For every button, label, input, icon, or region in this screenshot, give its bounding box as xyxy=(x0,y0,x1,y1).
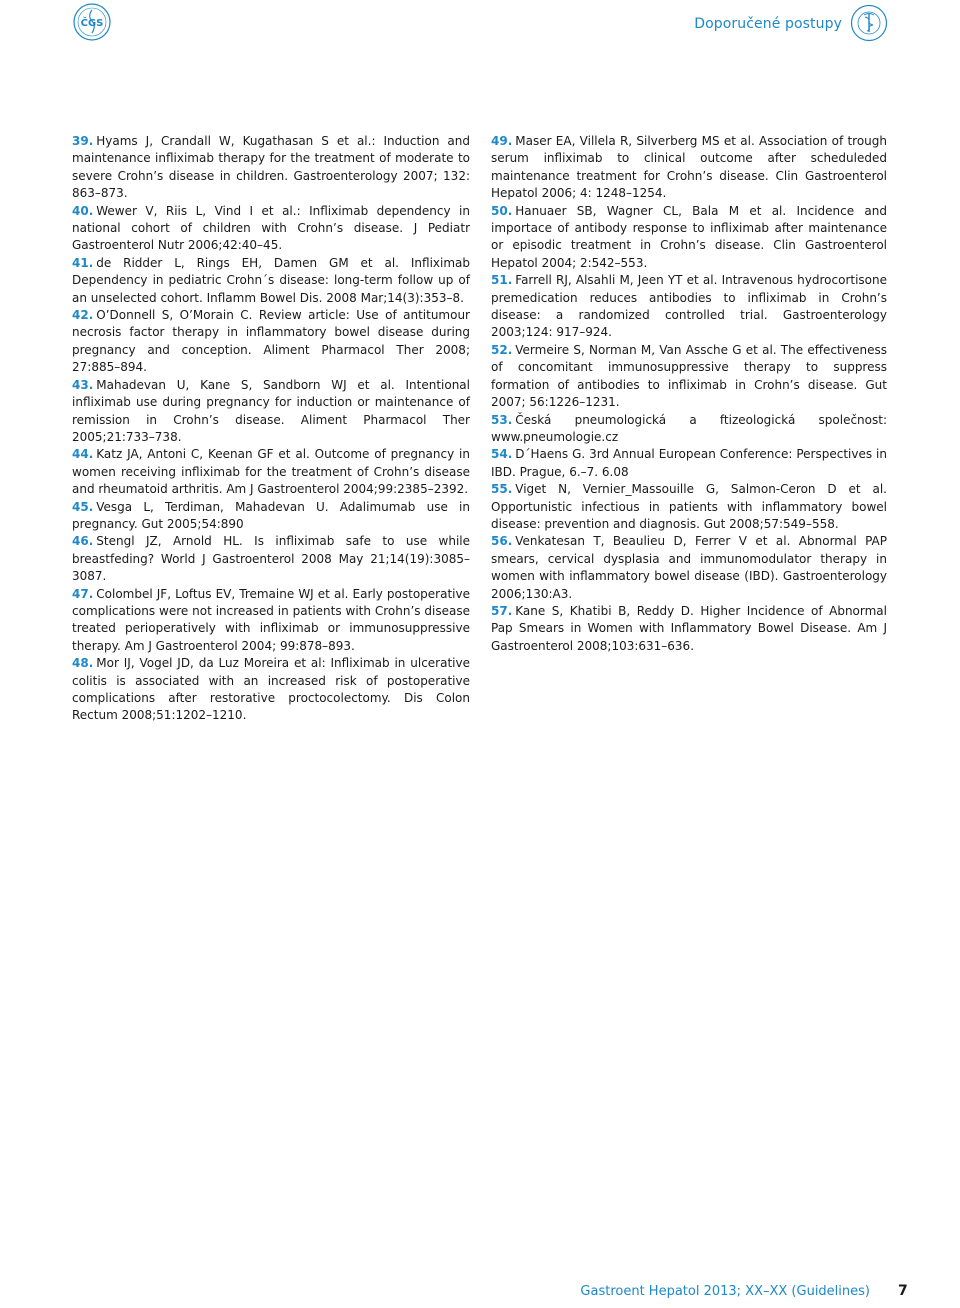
reference-text: Katz JA, Antoni C, Keenan GF et al. Outcome of pregnancy in women receiving infliximab for the treatment of Crohn’s disease and rheumatoid arthritis. Am J Gastroenterol 2004;99:2385–2392. xyxy=(72,447,470,497)
reference-item xyxy=(491,342,887,412)
reference-item xyxy=(72,203,470,255)
reference-text: Stengl JZ, Arnold HL. Is infliximab safe to use while breastfeding? World J Gastroenterol 2008 May 21;14(19):3085–3087. xyxy=(72,534,470,584)
purkyne-society-logo xyxy=(850,4,888,42)
reference-number: 42. xyxy=(72,308,94,323)
page-header xyxy=(0,0,960,48)
reference-item xyxy=(72,377,470,447)
reference-number: 51. xyxy=(491,273,513,288)
reference-number: 56. xyxy=(491,534,513,549)
reference-item xyxy=(491,412,887,447)
reference-text: Vermeire S, Norman M, Van Assche G et al. The effectiveness of concomitant immunosuppressive therapy to suppress formation of antibodies to infliximab in Crohn’s disease. Gut 2007; 56:1226–1231. xyxy=(491,342,887,410)
reference-text: Wewer V, Riis L, Vind I et al.: Infliximab dependency in national cohort of children with Crohn’s disease. J Pediatr Gastroenterol Nutr 2006;42:40–45. xyxy=(72,203,470,253)
cgs-logo-text: ČGS xyxy=(80,18,104,29)
reference-text: Hyams J, Crandall W, Kugathasan S et al.: Induction and maintenance infliximab therapy for the treatment of moderate to severe Crohn’s disease in children. Gastroenterology 2007; 132: 863–873. xyxy=(72,134,470,201)
reference-item xyxy=(491,133,887,203)
reference-number: 45. xyxy=(72,499,94,514)
reference-item xyxy=(72,533,470,585)
page-footer xyxy=(0,1280,960,1304)
reference-number: 57. xyxy=(491,603,513,618)
reference-item xyxy=(491,272,887,342)
reference-text: Venkatesan T, Beaulieu D, Ferrer V et al. Abnormal PAP smears, cervical dysplasia and immunomodulator therapy in women with inflammatory bowel disease (IBD). Gastroenterology 2006;130:A3. xyxy=(491,534,887,601)
page-number: 7 xyxy=(898,1283,908,1299)
reference-number: 43. xyxy=(72,377,94,392)
reference-item xyxy=(491,203,887,273)
cgs-logo-icon xyxy=(72,2,112,42)
reference-number: 44. xyxy=(72,447,94,462)
section-title: Doporučené postupy xyxy=(694,16,842,32)
reference-item xyxy=(72,133,470,203)
reference-text: Colombel JF, Loftus EV, Tremaine WJ et al. Early postoperative complications were not increased in patients with Crohn’s disease treated perioperatively with infliximab or immunosuppressive therapy. Am J Gastroenterol 2004; 99:878–893. xyxy=(72,586,470,653)
reference-text: Kane S, Khatibi B, Reddy D. Higher Incidence of Abnormal Pap Smears in Women with Inflammatory Bowel Disease. Am J Gastroenterol 2008;103:631–636. xyxy=(491,603,887,653)
reference-number: 48. xyxy=(72,656,94,671)
reference-text: Mor IJ, Vogel JD, da Luz Moreira et al: Infliximab in ulcerative colitis is associated with an increased risk of postoperative complications after restorative proctocolectomy. Dis Colon Rectum 2008;51:1202–1210. xyxy=(72,656,470,723)
reference-number: 40. xyxy=(72,203,94,218)
reference-text: de Ridder L, Rings EH, Damen GM et al. Infliximab Dependency in pediatric Crohn´s disease: long-term follow up of an unselected cohort. Inflamm Bowel Dis. 2008 Mar;14(3):353–8. xyxy=(72,255,470,305)
reference-number: 55. xyxy=(491,482,513,497)
reference-text: Česká pneumologická a ftizeologická společnost: www.pneumologie.cz xyxy=(491,412,887,444)
reference-number: 49. xyxy=(491,134,513,148)
reference-item xyxy=(491,533,887,603)
reference-text: D´Haens G. 3rd Annual European Conference: Perspectives in IBD. Prague, 6.–7. 6.08 xyxy=(491,447,887,479)
journal-citation: Gastroent Hepatol 2013; XX–XX (Guidelines) xyxy=(580,1284,870,1299)
reference-text: Hanuaer SB, Wagner CL, Bala M et al. Incidence and importace of antibody response to infliximab after maintenance or episodic treatment in Crohn’s disease. Clin Gastroenterol Hepatol 2004; 2:542–553. xyxy=(491,203,887,270)
reference-text: O’Donnell S, O’Morain C. Review article: Use of antitumour necrosis factor therapy in inflammatory bowel disease during pregnancy and conception. Aliment Pharmacol Ther 2008; 27:885–894. xyxy=(72,308,470,375)
reference-item xyxy=(72,655,470,725)
reference-item xyxy=(72,586,470,656)
references-column-left xyxy=(72,133,470,725)
reference-item xyxy=(491,481,887,533)
reference-number: 46. xyxy=(72,534,94,549)
reference-number: 52. xyxy=(491,342,513,357)
reference-number: 39. xyxy=(72,134,94,148)
reference-text: Vesga L, Terdiman, Mahadevan U. Adalimumab use in pregnancy. Gut 2005;54:890 xyxy=(72,499,470,531)
reference-item xyxy=(72,255,470,307)
reference-item xyxy=(491,603,887,655)
caduceus-seal-icon xyxy=(850,4,888,42)
reference-text: Maser EA, Villela R, Silverberg MS et al. Association of trough serum infliximab to clinical outcome after scheduleded maintenance treatment for Crohn’s disease. Clin Gastroenterol Hepatol 2006; 4: 1248–1254. xyxy=(491,134,887,201)
reference-item xyxy=(72,307,470,377)
reference-item xyxy=(72,499,470,534)
reference-number: 41. xyxy=(72,255,94,270)
reference-text: Farrell RJ, Alsahli M, Jeen YT et al. Intravenous hydrocortisone premedication reduces antibodies to infliximab in Crohn’s disease: a randomized controlled trial. Gastroenterology 2003;124: 917–924. xyxy=(491,273,887,340)
reference-number: 47. xyxy=(72,586,94,601)
reference-number: 50. xyxy=(491,203,513,218)
reference-text: Viget N, Vernier_Massouille G, Salmon-Ceron D et al. Opportunistic infectious in patients with inflammatory bowel disease: prevention and diagnosis. Gut 2008;57:549–558. xyxy=(491,482,887,531)
reference-text: Mahadevan U, Kane S, Sandborn WJ et al. Intentional infliximab use during pregnancy for induction or maintenance of remission in Crohn’s disease. Aliment Pharmacol Ther 2005;21:733–738. xyxy=(72,377,470,444)
reference-item xyxy=(72,446,470,498)
reference-item xyxy=(491,446,887,481)
reference-number: 53. xyxy=(491,412,513,427)
cgs-logo xyxy=(72,2,112,42)
reference-number: 54. xyxy=(491,447,513,462)
references-column-right xyxy=(491,133,887,655)
